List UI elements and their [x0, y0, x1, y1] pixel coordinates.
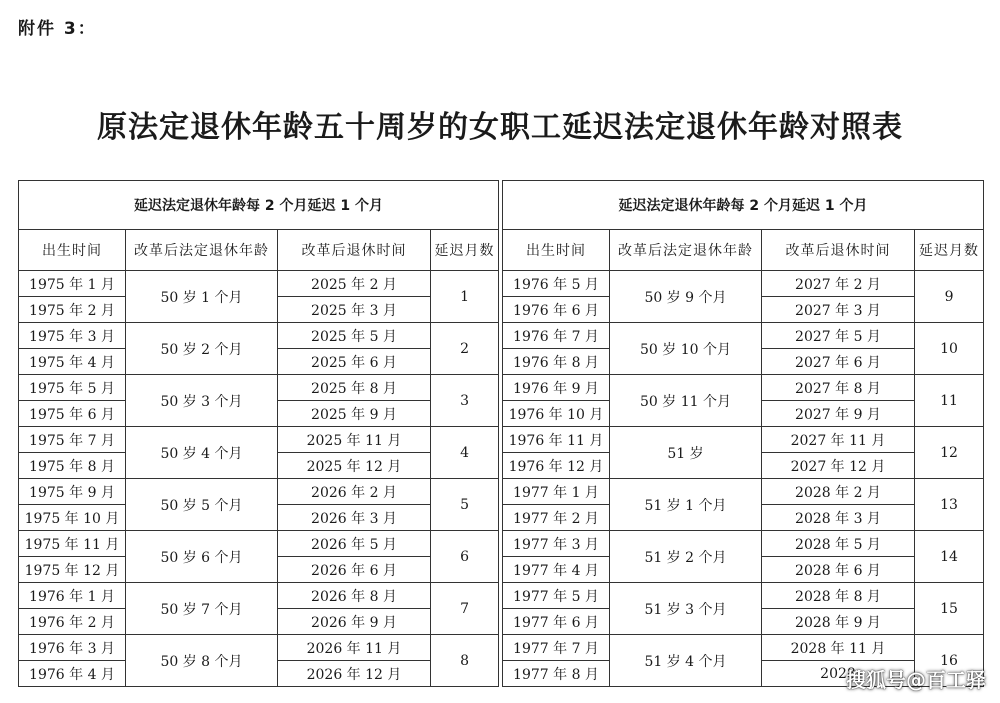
birth-time-cell: 1975 年 2 月: [19, 297, 126, 323]
delay-months-cell: 15: [915, 583, 984, 635]
birth-time-cell: 1976 年 11 月: [503, 427, 610, 453]
column-header: 改革后退休时间: [762, 230, 915, 271]
delay-months-cell: 3: [431, 375, 499, 427]
birth-time-cell: 1976 年 9 月: [503, 375, 610, 401]
retirement-time-cell: 2028 年 6 月: [762, 557, 915, 583]
birth-time-cell: 1975 年 7 月: [19, 427, 126, 453]
retirement-age-cell: 51 岁: [610, 427, 762, 479]
delay-months-cell: 2: [431, 323, 499, 375]
retirement-age-cell: 50 岁 1 个月: [126, 271, 278, 323]
birth-time-cell: 1975 年 10 月: [19, 505, 126, 531]
table-row: [19, 375, 499, 401]
retirement-time-cell: 2028: [762, 661, 915, 687]
retirement-age-cell: 51 岁 4 个月: [610, 635, 762, 687]
table-row: [503, 583, 984, 609]
delay-months-cell: 5: [431, 479, 499, 531]
retirement-time-cell: 2028 年 3 月: [762, 505, 915, 531]
table-row: [19, 479, 499, 505]
retirement-time-cell: 2025 年 5 月: [278, 323, 431, 349]
delay-months-cell: 9: [915, 271, 984, 323]
delay-months-cell: 14: [915, 531, 984, 583]
retirement-time-cell: 2027 年 5 月: [762, 323, 915, 349]
table-row: [503, 375, 984, 401]
table-caption: 延迟法定退休年龄每 2 个月延迟 1 个月: [19, 181, 499, 230]
retirement-age-cell: 50 岁 2 个月: [126, 323, 278, 375]
retirement-age-cell: 50 岁 7 个月: [126, 583, 278, 635]
retirement-time-cell: 2027 年 8 月: [762, 375, 915, 401]
retirement-time-cell: 2028 年 9 月: [762, 609, 915, 635]
column-header: 改革后法定退休年龄: [610, 230, 762, 271]
table-row: [19, 583, 499, 609]
table-caption: 延迟法定退休年龄每 2 个月延迟 1 个月: [503, 181, 984, 230]
delay-months-cell: 8: [431, 635, 499, 687]
delay-months-cell: 13: [915, 479, 984, 531]
birth-time-cell: 1976 年 6 月: [503, 297, 610, 323]
retirement-age-cell: 50 岁 8 个月: [126, 635, 278, 687]
birth-time-cell: 1977 年 7 月: [503, 635, 610, 661]
column-header: 延迟月数: [431, 230, 499, 271]
birth-time-cell: 1976 年 7 月: [503, 323, 610, 349]
retirement-time-cell: 2027 年 9 月: [762, 401, 915, 427]
column-header: 出生时间: [503, 230, 610, 271]
retirement-time-cell: 2026 年 8 月: [278, 583, 431, 609]
retirement-age-cell: 50 岁 3 个月: [126, 375, 278, 427]
table-row: [503, 271, 984, 297]
retirement-time-cell: 2025 年 12 月: [278, 453, 431, 479]
birth-time-cell: 1977 年 1 月: [503, 479, 610, 505]
delay-months-cell: 6: [431, 531, 499, 583]
delay-months-cell: 12: [915, 427, 984, 479]
table-row: [19, 635, 499, 661]
delay-months-cell: 7: [431, 583, 499, 635]
birth-time-cell: 1977 年 8 月: [503, 661, 610, 687]
table-caption-row: [19, 181, 499, 230]
birth-time-cell: 1976 年 3 月: [19, 635, 126, 661]
retirement-time-cell: 2028 年 5 月: [762, 531, 915, 557]
birth-time-cell: 1976 年 8 月: [503, 349, 610, 375]
retirement-time-cell: 2027 年 6 月: [762, 349, 915, 375]
birth-time-cell: 1977 年 5 月: [503, 583, 610, 609]
birth-time-cell: 1975 年 4 月: [19, 349, 126, 375]
birth-time-cell: 1975 年 6 月: [19, 401, 126, 427]
column-header: 延迟月数: [915, 230, 984, 271]
retirement-time-cell: 2026 年 9 月: [278, 609, 431, 635]
birth-time-cell: 1975 年 5 月: [19, 375, 126, 401]
birth-time-cell: 1975 年 11 月: [19, 531, 126, 557]
retirement-time-cell: 2025 年 11 月: [278, 427, 431, 453]
table-row: [19, 271, 499, 297]
retirement-time-cell: 2026 年 6 月: [278, 557, 431, 583]
delay-months-cell: 11: [915, 375, 984, 427]
attachment-label: 附件 3：: [18, 19, 97, 39]
retirement-time-cell: 2025 年 3 月: [278, 297, 431, 323]
birth-time-cell: 1975 年 12 月: [19, 557, 126, 583]
retirement-time-cell: 2026 年 5 月: [278, 531, 431, 557]
birth-time-cell: 1977 年 3 月: [503, 531, 610, 557]
retirement-time-cell: 2026 年 3 月: [278, 505, 431, 531]
retirement-age-cell: 50 岁 10 个月: [610, 323, 762, 375]
delay-months-cell: 1: [431, 271, 499, 323]
table-row: [19, 531, 499, 557]
birth-time-cell: 1976 年 5 月: [503, 271, 610, 297]
retirement-time-cell: 2025 年 6 月: [278, 349, 431, 375]
retirement-time-cell: 2028 年 8 月: [762, 583, 915, 609]
birth-time-cell: 1976 年 10 月: [503, 401, 610, 427]
table-row: [503, 479, 984, 505]
birth-time-cell: 1975 年 9 月: [19, 479, 126, 505]
retirement-time-cell: 2025 年 2 月: [278, 271, 431, 297]
retirement-time-cell: 2028 年 2 月: [762, 479, 915, 505]
retirement-age-cell: 51 岁 1 个月: [610, 479, 762, 531]
birth-time-cell: 1977 年 4 月: [503, 557, 610, 583]
birth-time-cell: 1977 年 6 月: [503, 609, 610, 635]
table-row: [503, 531, 984, 557]
table-header-row: [503, 230, 984, 271]
comparison-table-right: [502, 180, 984, 687]
retirement-age-cell: 50 岁 5 个月: [126, 479, 278, 531]
retirement-age-cell: 50 岁 11 个月: [610, 375, 762, 427]
birth-time-cell: 1976 年 1 月: [19, 583, 126, 609]
table-row: [19, 323, 499, 349]
delay-months-cell: 16: [915, 635, 984, 687]
delay-months-cell: 10: [915, 323, 984, 375]
retirement-age-cell: 50 岁 6 个月: [126, 531, 278, 583]
retirement-time-cell: 2027 年 12 月: [762, 453, 915, 479]
delay-months-cell: 4: [431, 427, 499, 479]
retirement-age-cell: 51 岁 2 个月: [610, 531, 762, 583]
column-header: 出生时间: [19, 230, 126, 271]
table-header-row: [19, 230, 499, 271]
birth-time-cell: 1976 年 4 月: [19, 661, 126, 687]
retirement-time-cell: 2025 年 8 月: [278, 375, 431, 401]
watermark-text: 搜狐号@百工驿: [846, 668, 986, 692]
column-header: 改革后法定退休年龄: [126, 230, 278, 271]
birth-time-cell: 1976 年 12 月: [503, 453, 610, 479]
birth-time-cell: 1975 年 1 月: [19, 271, 126, 297]
birth-time-cell: 1977 年 2 月: [503, 505, 610, 531]
birth-time-cell: 1975 年 8 月: [19, 453, 126, 479]
retirement-age-cell: 50 岁 4 个月: [126, 427, 278, 479]
retirement-time-cell: 2027 年 3 月: [762, 297, 915, 323]
retirement-time-cell: 2027 年 2 月: [762, 271, 915, 297]
table-row: [503, 427, 984, 453]
page-title: 原法定退休年龄五十周岁的女职工延迟法定退休年龄对照表: [97, 110, 903, 145]
birth-time-cell: 1975 年 3 月: [19, 323, 126, 349]
retirement-time-cell: 2028 年 11 月: [762, 635, 915, 661]
retirement-time-cell: 2026 年 11 月: [278, 635, 431, 661]
retirement-time-cell: 2026 年 2 月: [278, 479, 431, 505]
comparison-table-left: [18, 180, 499, 687]
birth-time-cell: 1976 年 2 月: [19, 609, 126, 635]
retirement-time-cell: 2025 年 9 月: [278, 401, 431, 427]
retirement-age-cell: 51 岁 3 个月: [610, 583, 762, 635]
table-caption-row: [503, 181, 984, 230]
retirement-time-cell: 2027 年 11 月: [762, 427, 915, 453]
column-header: 改革后退休时间: [278, 230, 431, 271]
retirement-time-cell: 2026 年 12 月: [278, 661, 431, 687]
retirement-age-cell: 50 岁 9 个月: [610, 271, 762, 323]
table-row: [503, 323, 984, 349]
table-row: [19, 427, 499, 453]
table-row: [503, 635, 984, 661]
